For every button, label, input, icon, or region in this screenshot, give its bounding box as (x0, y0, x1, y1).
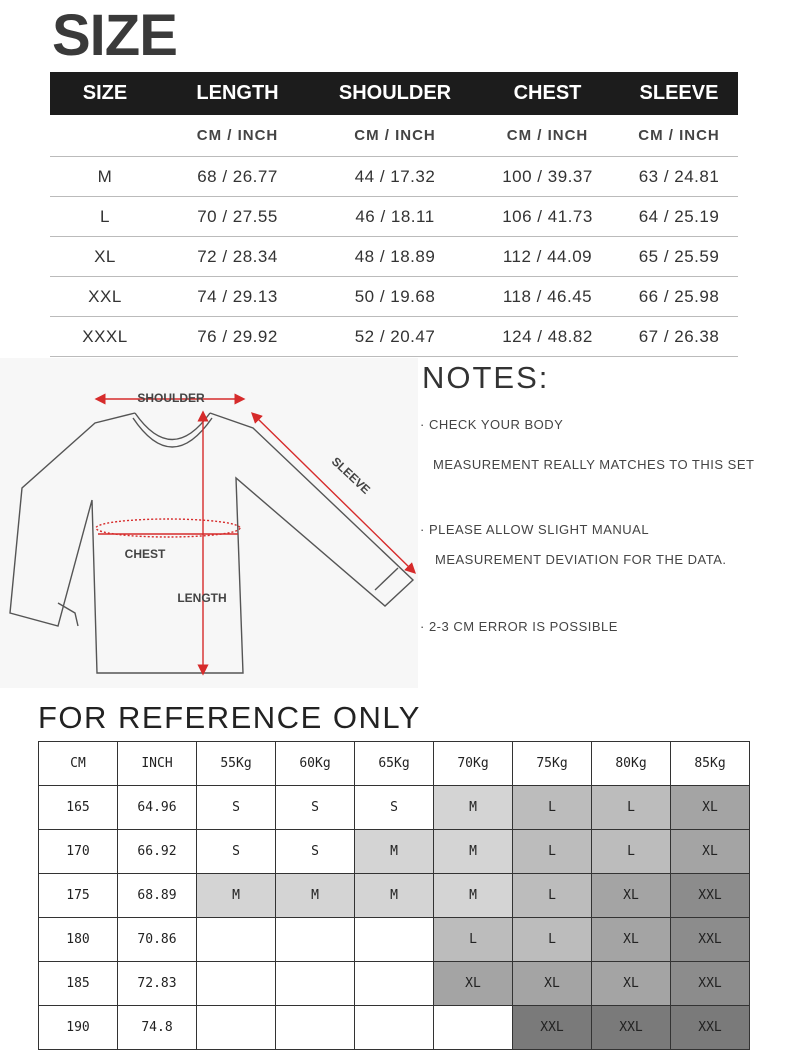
header-cell: 65Kg (355, 742, 434, 786)
shoulder-cell: 50 / 19.68 (354, 286, 436, 306)
size-cell: XL (671, 830, 750, 874)
size-cell (434, 1006, 513, 1050)
length-cell: 74 / 29.13 (197, 286, 278, 306)
size-cell: L (592, 830, 671, 874)
size-cell: XL (434, 962, 513, 1006)
size-cell (276, 1006, 355, 1050)
size-cell: S (276, 786, 355, 830)
size-cell: XXXL (82, 326, 128, 346)
sleeve-cell: 65 / 25.59 (638, 246, 720, 266)
size-chart-table (50, 72, 738, 357)
table-row (39, 786, 750, 830)
header-sleeve: SLEEVE (639, 82, 719, 104)
reference-header-row (39, 742, 750, 786)
table-row (50, 197, 738, 237)
chest-cell: 106 / 41.73 (502, 206, 593, 226)
page-title: SIZE (52, 3, 177, 68)
length-cell: 70 / 27.55 (197, 206, 278, 226)
notes-title: NOTES: (422, 360, 550, 395)
size-cell: XXL (671, 918, 750, 962)
chest-cell: 112 / 44.09 (502, 246, 593, 266)
size-cell (355, 1006, 434, 1050)
size-cell: M (355, 830, 434, 874)
header-cell: 60Kg (276, 742, 355, 786)
unit-cell: CM / INCH (354, 127, 436, 144)
header-length: LENGTH (196, 82, 279, 104)
size-cell: XL (592, 874, 671, 918)
table-row (50, 277, 738, 317)
length-label: LENGTH (177, 591, 227, 605)
size-cell: L (434, 918, 513, 962)
chest-cell: 118 / 46.45 (502, 286, 593, 306)
header-cell: INCH (118, 742, 197, 786)
size-cell: M (434, 830, 513, 874)
reference-table (38, 741, 750, 1050)
header-cell: CM (39, 742, 118, 786)
table-row (39, 962, 750, 1006)
size-cell: XL (671, 786, 750, 830)
sleeve-label: SLEEVE (328, 454, 374, 497)
height-cm-cell: 180 (39, 918, 118, 962)
chest-cell: 124 / 48.82 (502, 326, 593, 346)
shoulder-cell: 52 / 20.47 (354, 326, 436, 346)
unit-cell: CM / INCH (638, 127, 720, 144)
size-cell: L (513, 786, 592, 830)
length-cell: 76 / 29.92 (197, 326, 278, 346)
size-cell: S (355, 786, 434, 830)
size-cell: XXL (671, 1006, 750, 1050)
size-chart-header (50, 72, 738, 115)
table-row (50, 157, 738, 197)
header-cell: 75Kg (513, 742, 592, 786)
height-cm-cell: 165 (39, 786, 118, 830)
size-cell (197, 1006, 276, 1050)
size-cell: M (97, 166, 113, 186)
size-cell: S (276, 830, 355, 874)
header-shoulder: SHOULDER (338, 82, 452, 104)
size-cell: XXL (671, 874, 750, 918)
units-row (50, 115, 738, 157)
note-line: · PLEASE ALLOW SLIGHT MANUAL (420, 522, 650, 537)
header-cell: 70Kg (434, 742, 513, 786)
size-cell: L (513, 830, 592, 874)
header-size: SIZE (82, 82, 128, 104)
size-cell (197, 962, 276, 1006)
header-cell: 80Kg (592, 742, 671, 786)
length-cell: 68 / 26.77 (197, 166, 278, 186)
size-cell: L (100, 206, 110, 226)
chest-label: CHEST (124, 547, 166, 561)
shoulder-cell: 44 / 17.32 (354, 166, 436, 186)
unit-cell: CM / INCH (506, 127, 589, 144)
table-row (50, 237, 738, 277)
size-cell (355, 962, 434, 1006)
table-row (39, 1006, 750, 1050)
shoulder-cell: 48 / 18.89 (354, 246, 436, 266)
table-row (39, 830, 750, 874)
size-cell: M (434, 786, 513, 830)
height-inch-cell: 66.92 (118, 830, 197, 874)
size-cell: S (197, 830, 276, 874)
size-cell: L (513, 874, 592, 918)
chest-cell: 100 / 39.37 (502, 166, 593, 186)
shoulder-label: SHOULDER (137, 391, 205, 405)
height-cm-cell: 190 (39, 1006, 118, 1050)
header-cell: 55Kg (197, 742, 276, 786)
height-inch-cell: 70.86 (118, 918, 197, 962)
shoulder-cell: 46 / 18.11 (355, 206, 435, 226)
size-cell: M (276, 874, 355, 918)
sleeve-cell: 63 / 24.81 (638, 166, 720, 186)
length-cell: 72 / 28.34 (197, 246, 278, 266)
note-line: MEASUREMENT REALLY MATCHES TO THIS SET (433, 457, 755, 472)
size-cell (276, 962, 355, 1006)
size-cell: L (513, 918, 592, 962)
table-row (50, 317, 738, 357)
size-cell (276, 918, 355, 962)
height-cm-cell: 175 (39, 874, 118, 918)
height-inch-cell: 72.83 (118, 962, 197, 1006)
size-cell: XL (592, 962, 671, 1006)
size-cell: L (592, 786, 671, 830)
size-cell: S (197, 786, 276, 830)
size-cell: XXL (592, 1006, 671, 1050)
size-cell: M (355, 874, 434, 918)
size-cell: XXL (671, 962, 750, 1006)
size-cell (197, 918, 276, 962)
shirt-measurement-diagram (0, 358, 418, 688)
header-cell: 85Kg (671, 742, 750, 786)
size-cell (355, 918, 434, 962)
sleeve-cell: 64 / 25.19 (638, 206, 720, 226)
height-cm-cell: 185 (39, 962, 118, 1006)
header-chest: CHEST (513, 82, 582, 104)
table-row (39, 918, 750, 962)
height-inch-cell: 74.8 (118, 1006, 197, 1050)
size-cell: XL (592, 918, 671, 962)
height-inch-cell: 68.89 (118, 874, 197, 918)
reference-title: FOR REFERENCE ONLY (38, 700, 421, 735)
sleeve-cell: 66 / 25.98 (638, 286, 720, 306)
size-cell: XXL (88, 286, 122, 306)
note-line: · 2-3 CM ERROR IS POSSIBLE (420, 619, 618, 634)
height-cm-cell: 170 (39, 830, 118, 874)
unit-cell: CM / INCH (196, 127, 279, 144)
height-inch-cell: 64.96 (118, 786, 197, 830)
size-cell: XL (94, 246, 116, 266)
size-cell: M (197, 874, 276, 918)
size-cell: XXL (513, 1006, 592, 1050)
table-row (39, 874, 750, 918)
note-line: MEASUREMENT DEVIATION FOR THE DATA. (435, 552, 727, 567)
note-line: · CHECK YOUR BODY (420, 417, 564, 432)
sleeve-cell: 67 / 26.38 (638, 326, 720, 346)
size-cell: M (434, 874, 513, 918)
size-cell: XL (513, 962, 592, 1006)
